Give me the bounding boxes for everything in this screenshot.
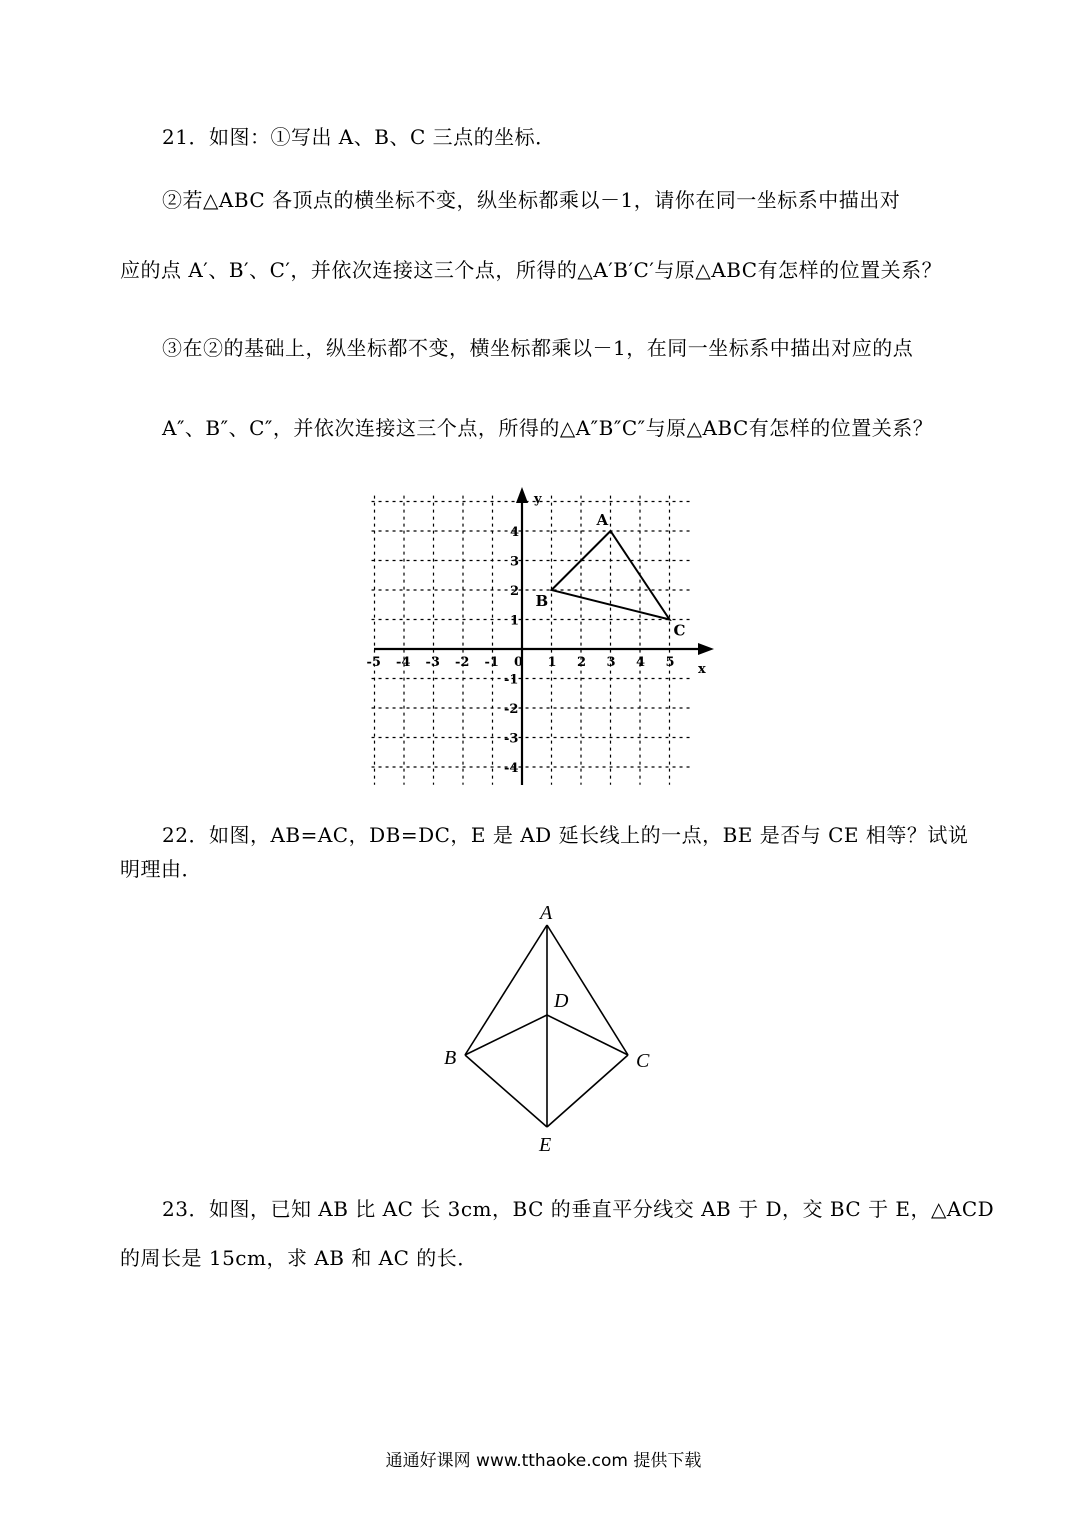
x-axis-arrow — [698, 643, 714, 655]
x-tick-label: 2 — [577, 655, 587, 670]
label-b: B — [444, 1047, 457, 1069]
y-tick-label: 1 — [510, 613, 520, 629]
y-tick-label: 2 — [510, 584, 520, 599]
point-label-c: C — [673, 621, 686, 640]
y-tick-label: -2 — [504, 702, 519, 717]
q22-line2: 明理由． — [120, 857, 202, 881]
y-tick-label: 4 — [510, 525, 520, 540]
q21-line1: 21．如图：①写出 A、B、C 三点的坐标． — [162, 125, 556, 149]
x-tick-label: 3 — [606, 655, 616, 670]
q21-line3: 应的点 A′、B′、C′，并依次连接这三个点，所得的△A′B′C′与原△ABC有怎样的位置关系？ — [120, 258, 943, 282]
coordinate-figure — [366, 485, 720, 795]
x-axis-label: x — [698, 662, 706, 677]
q23-line1: 23．如图，已知 AB 比 AC 长 3cm，BC 的垂直平分线交 AB 于 D，交 BC 于 E，△ACD — [162, 1197, 995, 1221]
label-c: C — [636, 1050, 650, 1072]
label-d: D — [554, 990, 569, 1012]
kite-figure — [430, 895, 670, 1165]
label-e: E — [539, 1134, 552, 1156]
footer: 通通好课网 www.tthaoke.com 提供下载 — [385, 1451, 702, 1471]
y-tick-labels — [504, 525, 519, 776]
y-tick-label: -4 — [504, 761, 519, 776]
y-axis-label: y — [534, 492, 542, 507]
origin-label: 0 — [514, 655, 524, 670]
y-tick-label: -1 — [504, 672, 519, 688]
x-tick-label: 5 — [665, 655, 675, 670]
x-tick-label: -5 — [366, 655, 381, 670]
y-axis-arrow — [516, 487, 528, 503]
grid-lines — [372, 496, 694, 785]
y-tick-label: 3 — [510, 554, 520, 570]
segment-ce — [547, 1055, 628, 1127]
x-tick-label: -1 — [484, 655, 499, 670]
x-tick-label: -2 — [455, 655, 470, 670]
q23-line2: 的周长是 15cm，求 AB 和 AC 的长． — [120, 1246, 478, 1270]
label-a: A — [540, 902, 553, 924]
q21-line2: ②若△ABC 各顶点的横坐标不变，纵坐标都乘以－1，请你在同一坐标系中描出对 — [162, 188, 901, 212]
x-tick-label: -3 — [425, 655, 440, 670]
x-tick-label: 4 — [636, 655, 646, 670]
q21-line5: A″、B″、C″，并依次连接这三个点，所得的△A″B″C″与原△ABC有怎样的位置关系？ — [162, 416, 934, 440]
point-label-a: A — [596, 511, 609, 529]
x-tick-label: -4 — [396, 655, 411, 670]
segment-be — [465, 1055, 547, 1127]
point-label-b: B — [535, 592, 549, 610]
q22-line1: 22．如图，AB=AC，DB=DC，E 是 AD 延长线上的一点，BE 是否与 CE 相等？试说 — [162, 823, 969, 847]
y-tick-label: -3 — [504, 731, 519, 747]
q21-line4: ③在②的基础上，纵坐标都不变，横坐标都乘以－1，在同一坐标系中描出对应的点 — [162, 336, 914, 360]
x-tick-label: 1 — [547, 655, 557, 670]
